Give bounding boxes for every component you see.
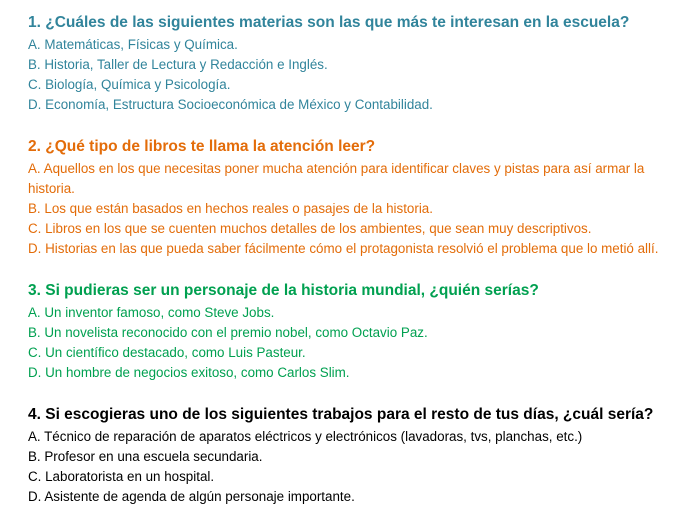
question-1 [28, 12, 668, 115]
question-3 [28, 280, 668, 383]
question-3-option-b: B. Un novelista reconocido con el premio nobel, como Octavio Paz. [28, 325, 428, 340]
question-4-option-c: C. Laboratorista en un hospital. [28, 469, 215, 484]
question-1-option-a: A. Matemáticas, Físicas y Química. [28, 37, 238, 52]
question-4-options [28, 427, 668, 507]
question-4-option-d: D. Asistente de agenda de algún personaje importante. [28, 489, 355, 504]
question-3-options [28, 303, 668, 383]
question-2-options [28, 159, 668, 259]
question-4-title: 4. Si escogieras uno de los siguientes trabajos para el resto de tus días, ¿cuál sería? [28, 406, 654, 423]
question-1-options [28, 35, 668, 115]
question-2-option-a: A. Aquellos en los que necesitas poner mucha atención para identificar claves y pistas para así armar la historia. [28, 161, 645, 196]
question-1-option-b: B. Historia, Taller de Lectura y Redacción e Inglés. [28, 57, 328, 72]
question-3-title: 3. Si pudieras ser un personaje de la historia mundial, ¿quién serías? [28, 282, 539, 299]
question-1-option-d: D. Economía, Estructura Socioeconómica de México y Contabilidad. [28, 97, 433, 112]
question-2-option-b: B. Los que están basados en hechos reales o pasajes de la historia. [28, 201, 433, 216]
question-2-option-c: C. Libros en los que se cuenten muchos detalles de los ambientes, que sean muy descriptivos. [28, 221, 592, 236]
question-1-title: 1. ¿Cuáles de las siguientes materias son las que más te interesan en la escuela? [28, 14, 630, 31]
question-4-option-a: A. Técnico de reparación de aparatos eléctricos y electrónicos (lavadoras, tvs, planchas, etc.) [28, 429, 583, 444]
question-2-option-d: D. Historias en las que pueda saber fácilmente cómo el protagonista resolvió el problema que lo metió allí. [28, 241, 659, 256]
question-1-option-c: C. Biología, Química y Psicología. [28, 77, 231, 92]
quiz-document [28, 12, 668, 528]
question-3-option-d: D. Un hombre de negocios exitoso, como Carlos Slim. [28, 365, 350, 380]
question-3-option-a: A. Un inventor famoso, como Steve Jobs. [28, 305, 275, 320]
question-4-option-b: B. Profesor en una escuela secundaria. [28, 449, 263, 464]
question-2-title: 2. ¿Qué tipo de libros te llama la atención leer? [28, 138, 376, 155]
question-2 [28, 136, 668, 259]
question-4 [28, 404, 668, 507]
question-3-option-c: C. Un científico destacado, como Luis Pasteur. [28, 345, 306, 360]
